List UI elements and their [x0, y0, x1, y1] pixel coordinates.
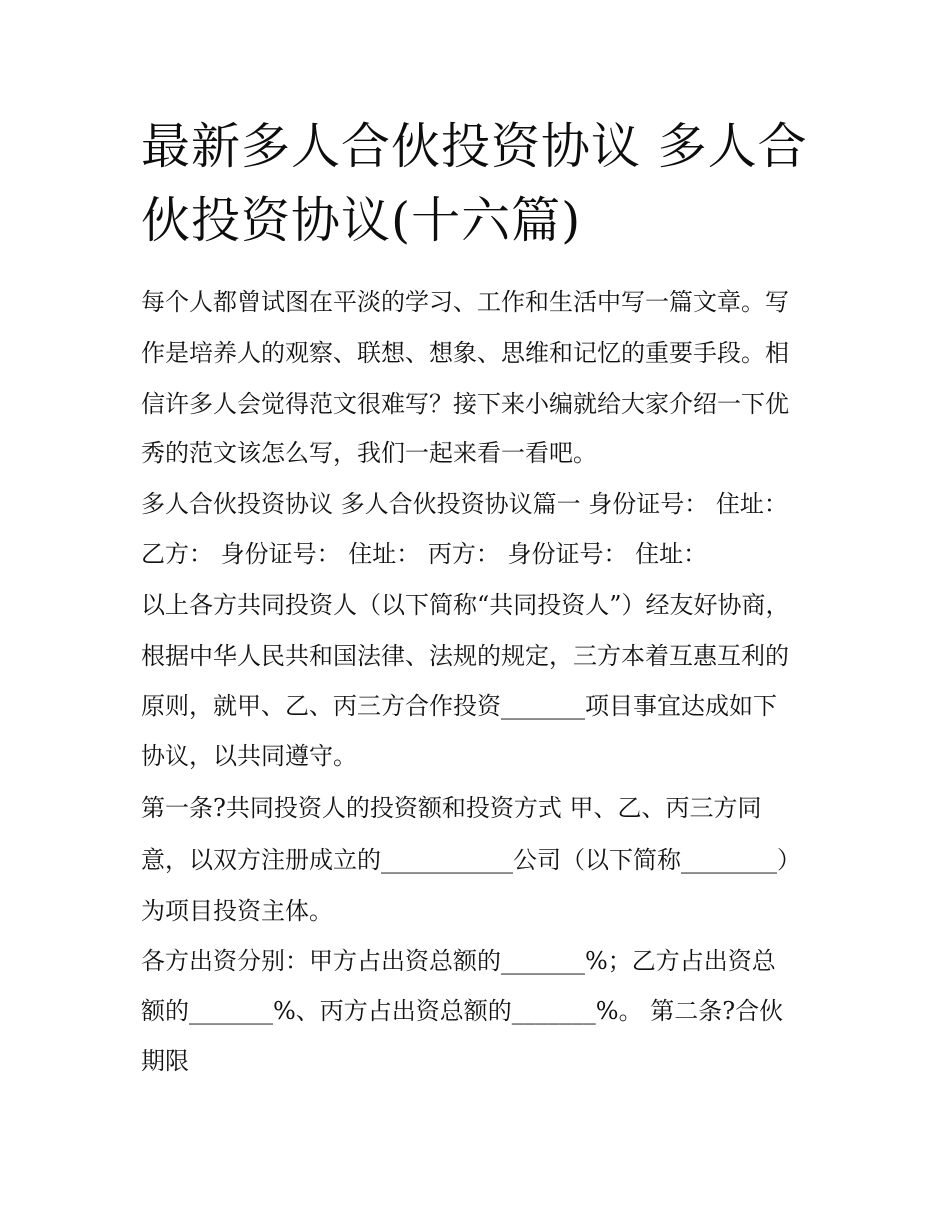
body-line-parties-1: 多人合伙投资协议 多人合伙投资协议篇一 身份证号： 住址：: [141, 490, 788, 518]
body-line-intro-1: 每个人都曾试图在平淡的学习、工作和生活中写一篇文章。写: [141, 288, 789, 316]
body-line-article1-1: 第一条?共同投资人的投资额和投资方式 甲、乙、丙三方同: [141, 794, 762, 822]
body-line-shares-2: 额的_______%、丙方占出资总额的_______%。 第二条?合伙: [141, 997, 784, 1025]
body-line-preamble-1: 以上各方共同投资人（以下简称“共同投资人”）经友好协商，: [141, 591, 790, 619]
document-title: 最新多人合伙投资协议 多人合伙投资协议(十六篇): [141, 118, 808, 249]
body-line-article1-2: 意，以双方注册成立的___________公司（以下简称________）: [141, 846, 801, 874]
body-line-article1-3: 为项目投资主体。: [141, 897, 333, 925]
body-line-preamble-4: 协议，以共同遵守。: [141, 742, 357, 770]
body-line-preamble-2: 根据中华人民共和国法律、法规的规定，三方本着互惠互利的: [141, 642, 789, 670]
body-line-term: 期限: [141, 1047, 189, 1075]
body-line-intro-2: 作是培养人的观察、联想、想象、思维和记忆的重要手段。相: [141, 339, 789, 367]
body-line-shares-1: 各方出资分别：甲方占出资总额的_______%；乙方占出资总: [141, 947, 776, 975]
body-line-intro-3: 信许多人会觉得范文很难写？接下来小编就给大家介绍一下优: [141, 390, 789, 418]
body-line-intro-4: 秀的范文该怎么写，我们一起来看一看吧。: [141, 439, 597, 467]
body-line-preamble-3: 原则，就甲、乙、丙三方合作投资_______项目事宜达成如下: [141, 692, 777, 720]
body-line-parties-2: 乙方： 身份证号： 住址： 丙方： 身份证号： 住址：: [141, 540, 708, 568]
